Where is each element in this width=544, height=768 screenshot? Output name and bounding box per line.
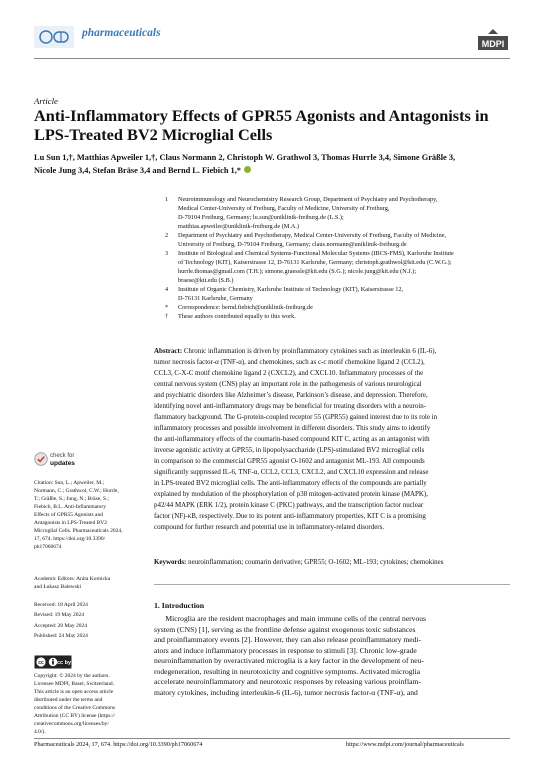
date-line: Published: 24 May 2024 [34, 633, 88, 640]
copyright-line: Copyright: © 2024 by the authors. [34, 673, 110, 679]
abstract-line: inverse agonistic activity at GPR55, in lipopolysaccharide (LPS)-stimulated BV2 microglial cells [154, 446, 425, 454]
author-line-text: Lu Sun 1,†, Matthias Apweiler 1,†, Claus Normann 2, Christoph W. Grathwol 3, Thomas Hurrle 3,4, Simone Gräßle 3, [34, 153, 456, 162]
author-line [34, 151, 514, 164]
affiliation-mark: * [165, 304, 169, 311]
cc-badge-text: cc by [56, 660, 72, 666]
abstract-line: identifying novel anti-inflammatory drugs may be beneficial for treating disorders with a neuroin- [154, 402, 427, 410]
copyright-line: This article is an open access article [34, 689, 114, 695]
abstract-line: in LPS-treated BV2 microglial cells. The anti-inflammatory effects of the compounds are partially [154, 479, 427, 487]
intro-line: ators and induce inflammatory processes in response to stimuli [3]. Chronic low-grade [154, 645, 417, 655]
section-rule [154, 584, 510, 585]
affiliation-item [165, 312, 515, 321]
mdpi-logo-icon [474, 28, 512, 56]
date-line: Received: 18 April 2024 [34, 602, 88, 608]
copyright-line: Attribution (CC BY) license (https:// [34, 713, 115, 719]
abstract-line: significantly suppressed IL-6, TNF-α, CCL2, CCL3, CXCL2, and CXCL10 expression and release [154, 468, 429, 476]
citation-line: Effects of GPR55 Agonists and [34, 512, 103, 518]
footer-rule [34, 738, 510, 739]
abstract-line: factor (NF)-κB, respectively. Due to its potent anti-inflammatory properties, KIT C is a promising [154, 512, 426, 520]
abstract-line: inflammatory processes and possible involvement in different disorders. This study aims to identify [154, 424, 431, 432]
intro-line: matory cytokines, including interleukin-6 (IL-6), tumor necrosis factor-α (TNF-α), and [154, 687, 418, 697]
journal-name: pharmaceuticals [82, 27, 161, 39]
affiliation-mark: † [165, 313, 169, 320]
copyright-line: distributed under the terms and [34, 697, 103, 703]
article-type: Article [34, 96, 58, 106]
citation-line: ph17060674 [34, 544, 62, 550]
abstract-label: Abstract: [154, 347, 183, 355]
author-list [34, 151, 514, 177]
mdpi-logo-text: MDPI [481, 39, 505, 49]
check-for-updates-text [50, 453, 75, 468]
intro-line: neuroinflammation by overactivated microglia is a key factor in the development of neu- [154, 656, 424, 665]
affiliation-item [165, 303, 515, 312]
keywords-label: Keywords: [154, 558, 187, 566]
citation-line: Normann, C.; Grathwol, C.W.; Hurrle, [34, 488, 119, 494]
abstract-line: and psychiatric disorders like Alzheimer’s disease, Parkinson’s disease, and depression. Therefore, [154, 391, 428, 399]
abstract-line: CCL3, C-X-C motif chemokine ligand 2 (CXCL2), and CXCL10. Inflammatory processes of the [154, 369, 424, 377]
affiliation-line: Correspondence: bernd.fiebich@uniklinik-freiburg.de [178, 304, 313, 311]
svg-text:cc: cc [38, 659, 44, 666]
affiliation-line: Institute of Biological and Chemical Systems-Functional Molecular Systems (IBCS-FMS), Karlsruhe Institute [178, 250, 454, 257]
footer-journal-url[interactable]: https://www.mdpi.com/journal/pharmaceuticals [346, 741, 464, 748]
affiliation-mark: 4 [165, 286, 169, 293]
cc-by-license-icon[interactable] [34, 655, 72, 669]
abstract-line: flammatory background. The G-protein-coupled receptor 55 (GPR55) gained interest due to its role in [154, 413, 438, 421]
abstract-line: Chronic inflammation is driven by proinflammatory cytokines such as interleukin 6 (IL-6), [183, 347, 437, 355]
intro-line: Microglia are the resident macrophages and main immune cells of the central nervous [154, 614, 427, 623]
citation-line: T.; Gräßle, S.; Jung, N.; Bräse, S.; [34, 496, 109, 502]
check-line-2: updates [50, 460, 75, 467]
header-rule [34, 58, 510, 59]
affiliation-mark: 3 [165, 250, 169, 257]
affiliation-line: University of Freiburg, D-79104 Freiburg, Germany; claus.normann@uniklinik-freiburg.de [178, 241, 407, 248]
affiliation-line: These authors contributed equally to this work. [178, 313, 296, 320]
citation-line: Microglial Cells. Pharmaceuticals 2024, [34, 528, 123, 534]
citation-line: Fiebich, B.L. Anti-Inflammatory [34, 504, 106, 510]
check-for-updates-icon [34, 452, 48, 466]
affiliation-line: braese@kit.edu (S.B.) [178, 277, 234, 284]
author-line-text: Nicole Jung 3,4, Stefan Bräse 3,4 and Bernd L. Fiebich 1,* [34, 166, 241, 175]
citation-line: Citation: Sun, L.; Apweiler, M.; [34, 480, 105, 486]
abstract-line: p42/44 MAPK (ERK 1/2), protein kinase C (PKC) pathways, and the transcription factor nuclear [154, 501, 424, 509]
abstract-line: compound for further research and potential use in inflammatory-related disorders. [154, 523, 385, 531]
abstract-first-line [154, 346, 510, 357]
affiliation-item [165, 249, 515, 285]
author-line [34, 164, 514, 177]
abstract [154, 346, 510, 533]
journal-logo-icon [34, 26, 74, 48]
editors-line: Academic Editors: Anita Kornicka [34, 576, 111, 582]
affiliation-mark: 1 [165, 196, 169, 203]
footer-citation: Pharmaceuticals 2024, 17, 674. https://doi.org/10.3390/ph17060674 [34, 741, 203, 748]
affiliation-line: D-76131 Karlsruhe, Germany [178, 295, 253, 302]
keywords [154, 557, 514, 568]
editors-line: and Łukasz Balewski [34, 584, 82, 590]
affiliation-item [165, 195, 515, 231]
abstract-line: central nervous system (CNS) play an important role in the pathogenesis of various neurological [154, 380, 422, 388]
intro-line: system (CNS) [1], serving as the frontline defense against exogenous toxic substances [154, 624, 416, 634]
abstract-line: in comparison to the commercial GPR55 agonist O-1602 and antagonist ML-193. All compounds [154, 457, 425, 465]
abstract-line: tumor necrosis factor-α (TNF-α), and chemokines, such as c-c motif chemokine ligand 2 (CCL2), [154, 358, 425, 366]
orcid-icon[interactable] [244, 166, 251, 173]
academic-editors [34, 575, 140, 591]
check-for-updates-button[interactable] [34, 452, 114, 474]
citation-line: 17, 674. https://doi.org/10.3390/ [34, 536, 106, 542]
date-line: Accepted: 20 May 2024 [34, 622, 87, 629]
affiliation-mark: 2 [165, 232, 169, 239]
affiliation-line: of Technology (KIT), Kaiserstrasse 12, D-76131 Karlsruhe, Germany; christoph.grathwol@kit.edu (C.W.G.); [178, 259, 452, 266]
publication-dates [34, 601, 140, 643]
abstract-line: the anti-inflammatory effects of the coumarin-based compound KIT C, acting as an antagonist with [154, 435, 430, 443]
citation-block [34, 479, 140, 551]
article-title: Anti-Inflammatory Effects of GPR55 Agonists and Antagonists in LPS-Treated BV2 Microglial Cells [34, 106, 489, 144]
affiliation-line: Institute of Organic Chemistry, Karlsruhe Institute of Technology (KIT), Kaiserstrasse 12, [178, 286, 404, 293]
intro-line: and proinflammatory events [2]. However, they can also release proinflammatory medi- [154, 635, 422, 644]
affiliation-line: Department of Psychiatry and Psychotherapy, Medical Center-University of Freiburg, Faculty of Medicine, [178, 232, 447, 239]
affiliation-item [165, 231, 515, 249]
copyright-block [34, 672, 140, 736]
intro-line: accelerate neuroinflammatory and neurotoxic responses by releasing various proinflam- [154, 677, 421, 686]
affiliation-line: D-79104 Freiburg, Germany; lu.sun@uniklinik-freiburg.de (L.S.); [178, 214, 344, 221]
intro-line: rodegeneration, resulting in neurotoxicity and cognitive symptoms. Activated microglia [154, 666, 421, 676]
abstract-line: explained by modulation of the phosphorylation of p38 mitogen-activated protein kinase (MAPK), [154, 490, 428, 498]
check-line-1: check for [50, 453, 75, 459]
copyright-line: Licensee MDPI, Basel, Switzerland. [34, 681, 115, 687]
copyright-line: creativecommons.org/licenses/by/ [34, 721, 109, 727]
copyright-line: 4.0/). [34, 729, 46, 735]
affiliation-line: hurrle.thomas@gmail.com (T.H.); simone.graessle@kit.edu (S.G.); nicole.jung@kit.edu (N.J.); [178, 268, 417, 275]
affiliation-line: Medical Center-University of Freiburg, Faculty of Medicine, University of Freiburg, [178, 205, 390, 212]
affiliation-line: matthias.apweiler@uniklinik-freiburg.de (M.A.) [178, 223, 300, 230]
citation-line: Antagonists in LPS-Treated BV2 [34, 520, 107, 526]
affiliation-item [165, 285, 515, 303]
affiliation-line: Neuroimmunology and Neurochemistry Research Group, Department of Psychiatry and Psychotherapy, [178, 196, 438, 203]
date-line: Revised: 19 May 2024 [34, 612, 84, 619]
copyright-line: conditions of the Creative Commons [34, 705, 115, 711]
section-heading: 1. Introduction [154, 601, 205, 610]
affiliations [165, 195, 515, 321]
keywords-text: neuroinflammation; coumarin derivative; GPR55; O-1602; ML-193; cytokines; chemokines [188, 558, 444, 566]
introduction-body [154, 614, 514, 698]
